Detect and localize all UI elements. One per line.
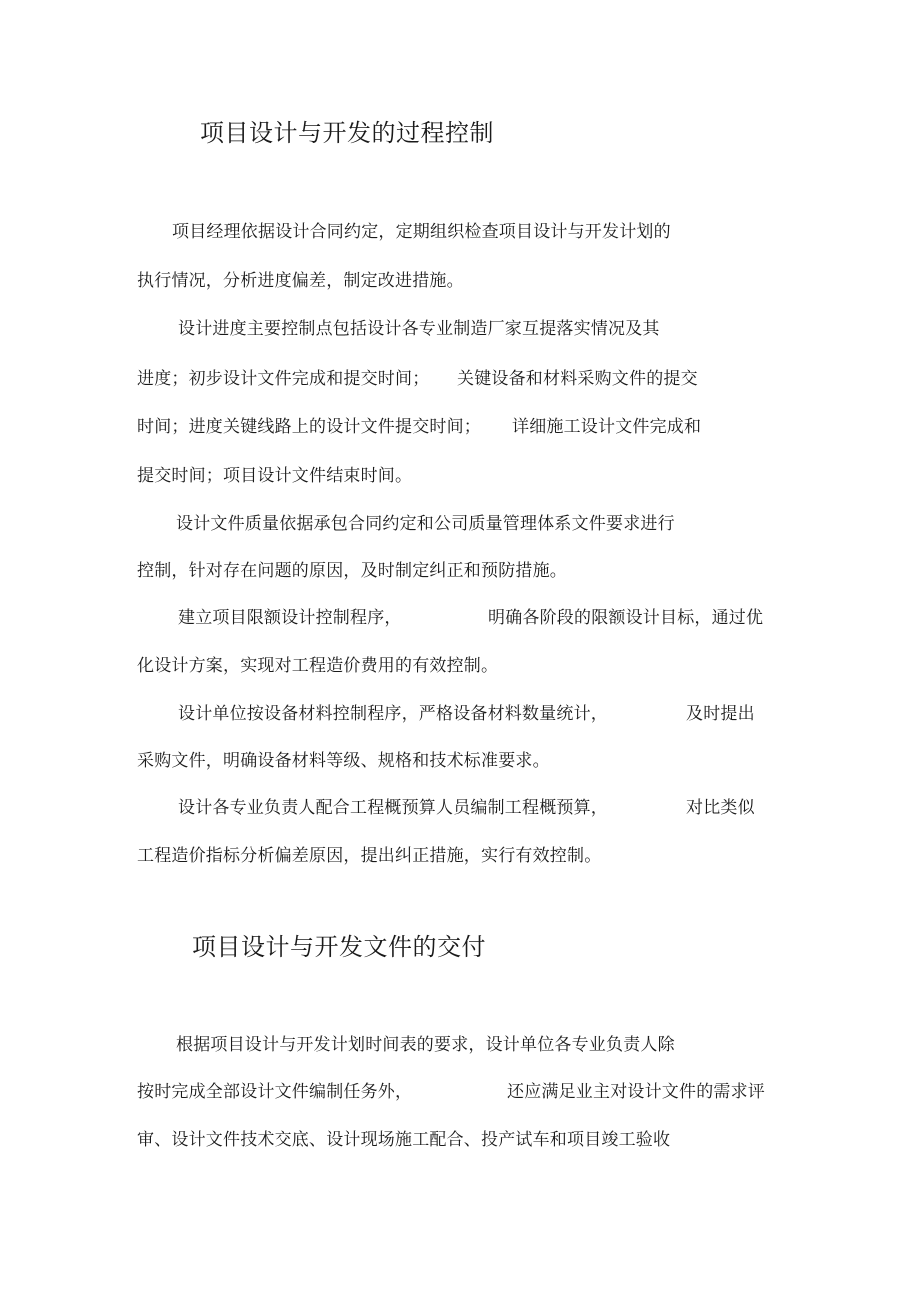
section-heading-delivery: 项目设计与开发文件的交付 <box>192 933 486 961</box>
section-heading-process-control: 项目设计与开发的过程控制 <box>200 119 494 147</box>
paragraph-line: 对比类似 <box>686 798 755 818</box>
paragraph-line: 详细施工设计文件完成和 <box>512 417 702 437</box>
paragraph-line: 设计文件质量依据承包合同约定和公司质量管理体系文件要求进行 <box>176 514 675 534</box>
paragraph-line: 关键设备和材料采购文件的提交 <box>457 369 698 389</box>
paragraph-line: 审、设计文件技术交底、设计现场施工配合、投产试车和项目竣工验收 <box>137 1130 671 1150</box>
paragraph-line: 还应满足业主对设计文件的需求评 <box>507 1082 765 1102</box>
paragraph-line: 采购文件，明确设备材料等级、规格和技术标准要求。 <box>137 751 550 771</box>
paragraph-line: 设计单位按设备材料控制程序，严格设备材料数量统计， <box>178 704 608 724</box>
paragraph-line: 及时提出 <box>686 704 755 724</box>
paragraph-line: 工程造价指标分析偏差原因，提出纠正措施，实行有效控制。 <box>137 846 602 866</box>
paragraph-line: 明确各阶段的限额设计目标，通过优 <box>488 608 764 628</box>
paragraph-line: 按时完成全部设计文件编制任务外， <box>137 1082 413 1102</box>
paragraph-line: 根据项目设计与开发计划时间表的要求，设计单位各专业负责人除 <box>176 1035 675 1055</box>
paragraph-line: 设计进度主要控制点包括设计各专业制造厂家互提落实情况及其 <box>178 319 660 339</box>
paragraph-line: 提交时间；项目设计文件结束时间。 <box>137 466 413 486</box>
paragraph-line: 执行情况，分析进度偏差，制定改进措施。 <box>137 271 464 291</box>
paragraph-line: 进度；初步设计文件完成和提交时间； <box>137 369 430 389</box>
paragraph-line: 控制，针对存在问题的原因，及时制定纠正和预防措施。 <box>137 561 567 581</box>
paragraph-line: 建立项目限额设计控制程序， <box>178 608 402 628</box>
paragraph-line: 化设计方案，实现对工程造价费用的有效控制。 <box>137 656 499 676</box>
paragraph-line: 设计各专业负责人配合工程概预算人员编制工程概预算， <box>178 798 608 818</box>
paragraph-line: 项目经理依据设计合同约定，定期组织检查项目设计与开发计划的 <box>172 222 671 242</box>
paragraph-line: 时间；进度关键线路上的设计文件提交时间； <box>137 417 481 437</box>
